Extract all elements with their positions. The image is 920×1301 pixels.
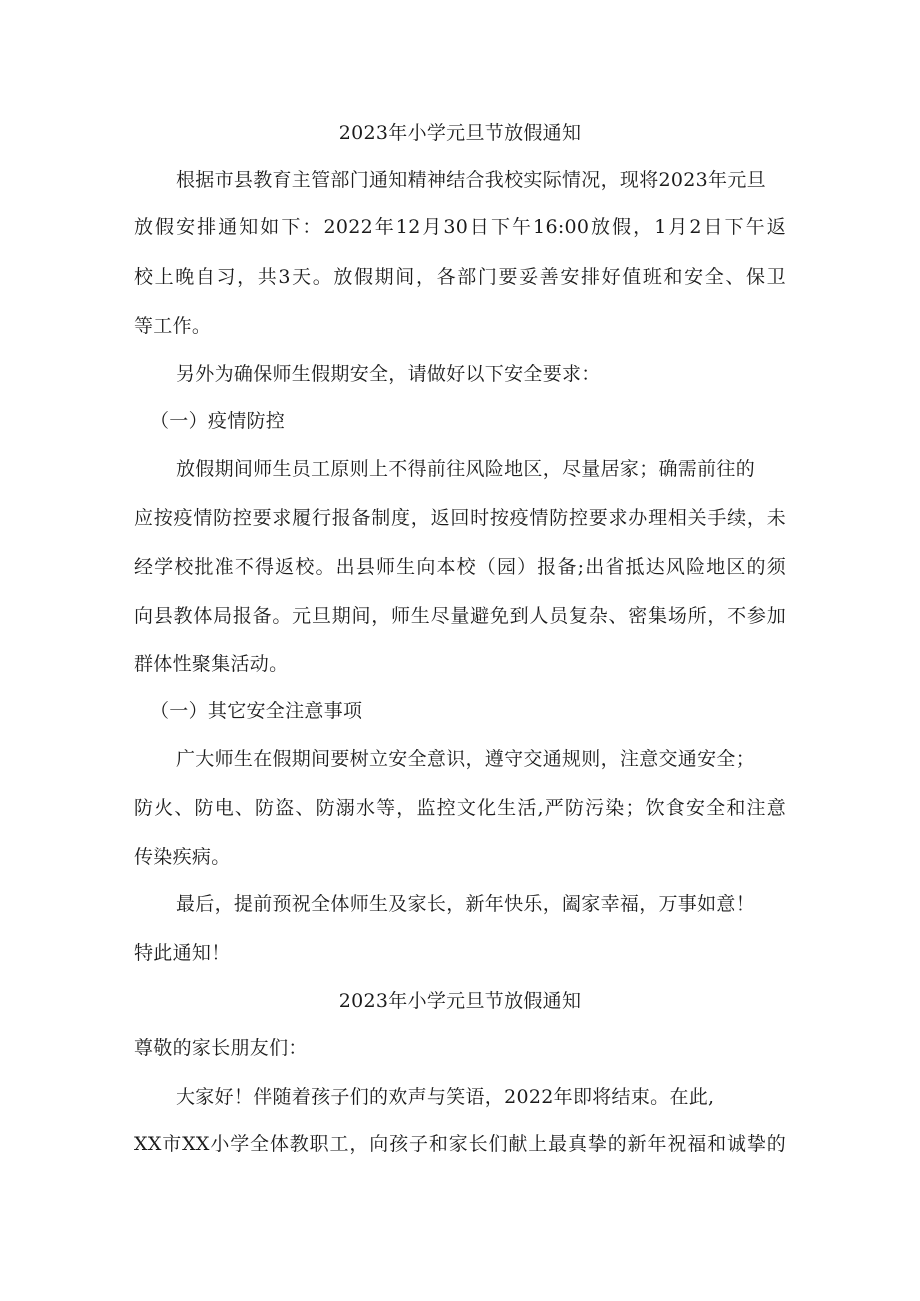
paragraph-line: 特此通知！	[134, 942, 231, 964]
paragraph-line: 传染疾病。	[134, 846, 231, 868]
section-heading: （一）疫情防控	[150, 410, 286, 432]
paragraph-line: 向县教体局报备。元旦期间，师生尽量避免到人员复杂、密集场所，不参加	[134, 605, 786, 627]
paragraph-line: 放假安排通知如下：2022年12月30日下午16:00放假，1月2日下午返	[134, 216, 786, 238]
paragraph-line: 经学校批准不得返校。出县师生向本校（园）报备;出省抵达风险地区的须	[134, 556, 786, 578]
document-title: 2023年小学元旦节放假通知	[338, 122, 582, 144]
paragraph-line: XX市XX小学全体教职工，向孩子和家长们献上最真挚的新年祝福和诚挚的	[134, 1133, 786, 1155]
paragraph-line: 放假期间师生员工原则上不得前往风险地区，尽量居家；确需前往的	[176, 458, 756, 480]
paragraph-line: 校上晚自习，共3天。放假期间，各部门要妥善安排好值班和安全、保卫	[134, 266, 786, 288]
paragraph-line: 广大师生在假期间要树立安全意识，遵守交通规则，注意交通安全；	[176, 748, 756, 770]
document-title: 2023年小学元旦节放假通知	[338, 990, 582, 1012]
paragraph-line: 最后，提前预祝全体师生及家长，新年快乐，阖家幸福，万事如意！	[176, 893, 756, 915]
paragraph-line: 防火、防电、防盗、防溺水等，监控文化生活,严防污染；饮食安全和注意	[134, 797, 786, 819]
paragraph-line: 另外为确保师生假期安全，请做好以下安全要求：	[176, 363, 601, 385]
section-heading: （一）其它安全注意事项	[150, 700, 363, 722]
paragraph-line: 群体性聚集活动。	[134, 653, 289, 675]
paragraph-line: 大家好！伴随着孩子们的欢声与笑语，2022年即将结束。在此,	[176, 1086, 715, 1108]
paragraph-line: 等工作。	[134, 315, 212, 337]
paragraph-line: 根据市县教育主管部门通知精神结合我校实际情况，现将2023年元旦	[176, 169, 766, 191]
greeting-line: 尊敬的家长朋友们：	[134, 1037, 308, 1059]
paragraph-line: 应按疫情防控要求履行报备制度，返回时按疫情防控要求办理相关手续，未	[134, 507, 786, 529]
